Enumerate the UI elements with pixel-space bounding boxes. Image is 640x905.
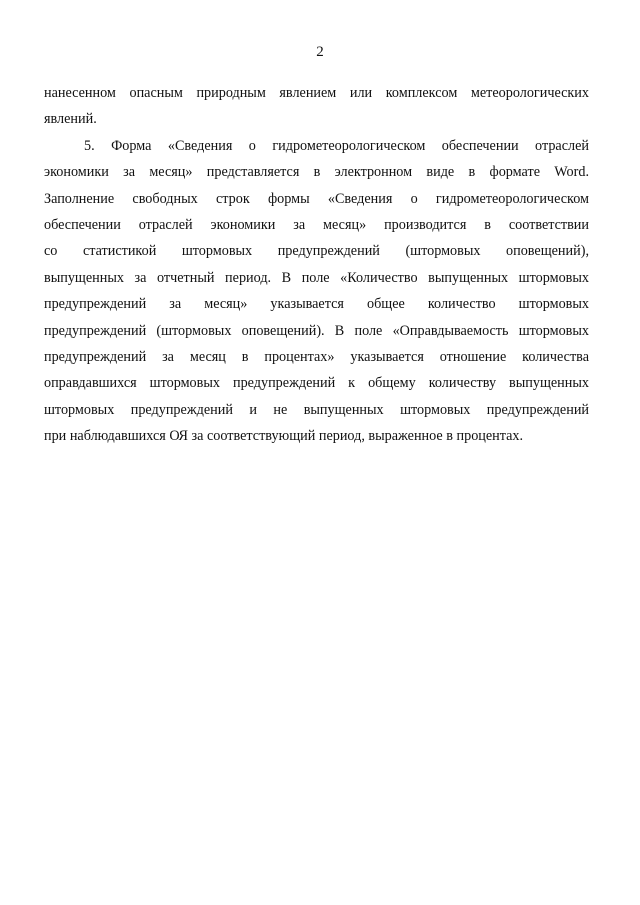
text-line: при наблюдавшихся ОЯ за соответствующий период, выраженное в процентах. [44,428,524,445]
text-line: 5. Форма «Сведения о гидрометеорологическом обеспечении отраслей [84,137,589,154]
text-line: выпущенных за отчетный период. В поле «Количество выпущенных штормовых [44,269,589,286]
text-line: предупреждений за месяц в процентах» указывается отношение количества [44,349,589,366]
text-line: предупреждений за месяц» указывается общее количество штормовых [44,296,589,313]
text-line: со статистикой штормовых предупреждений (штормовых оповещений), [44,243,589,260]
text-line: Заполнение свободных строк формы «Сведения о гидрометеорологическом [44,190,589,207]
text-line: нанесенном опасным природным явлением или комплексом метеорологических [44,85,589,101]
text-line: предупреждений (штормовых оповещений). В поле «Оправдываемость штормовых [44,322,589,339]
text-line: оправдавшихся штормовых предупреждений к общему количеству выпущенных [44,375,589,392]
text-line: явлений. [44,111,97,128]
text-line: обеспечении отраслей экономики за месяц» производится в соответствии [44,217,589,234]
page-number: 2 [316,44,324,60]
text-line: штормовых предупреждений и не выпущенных штормовых предупреждений [44,401,589,418]
paragraph-continuation [44,80,589,133]
paragraph-item-5 [44,133,589,450]
document-body [44,80,589,450]
text-line: экономики за месяц» представляется в электронном виде в формате Word. [44,164,589,181]
